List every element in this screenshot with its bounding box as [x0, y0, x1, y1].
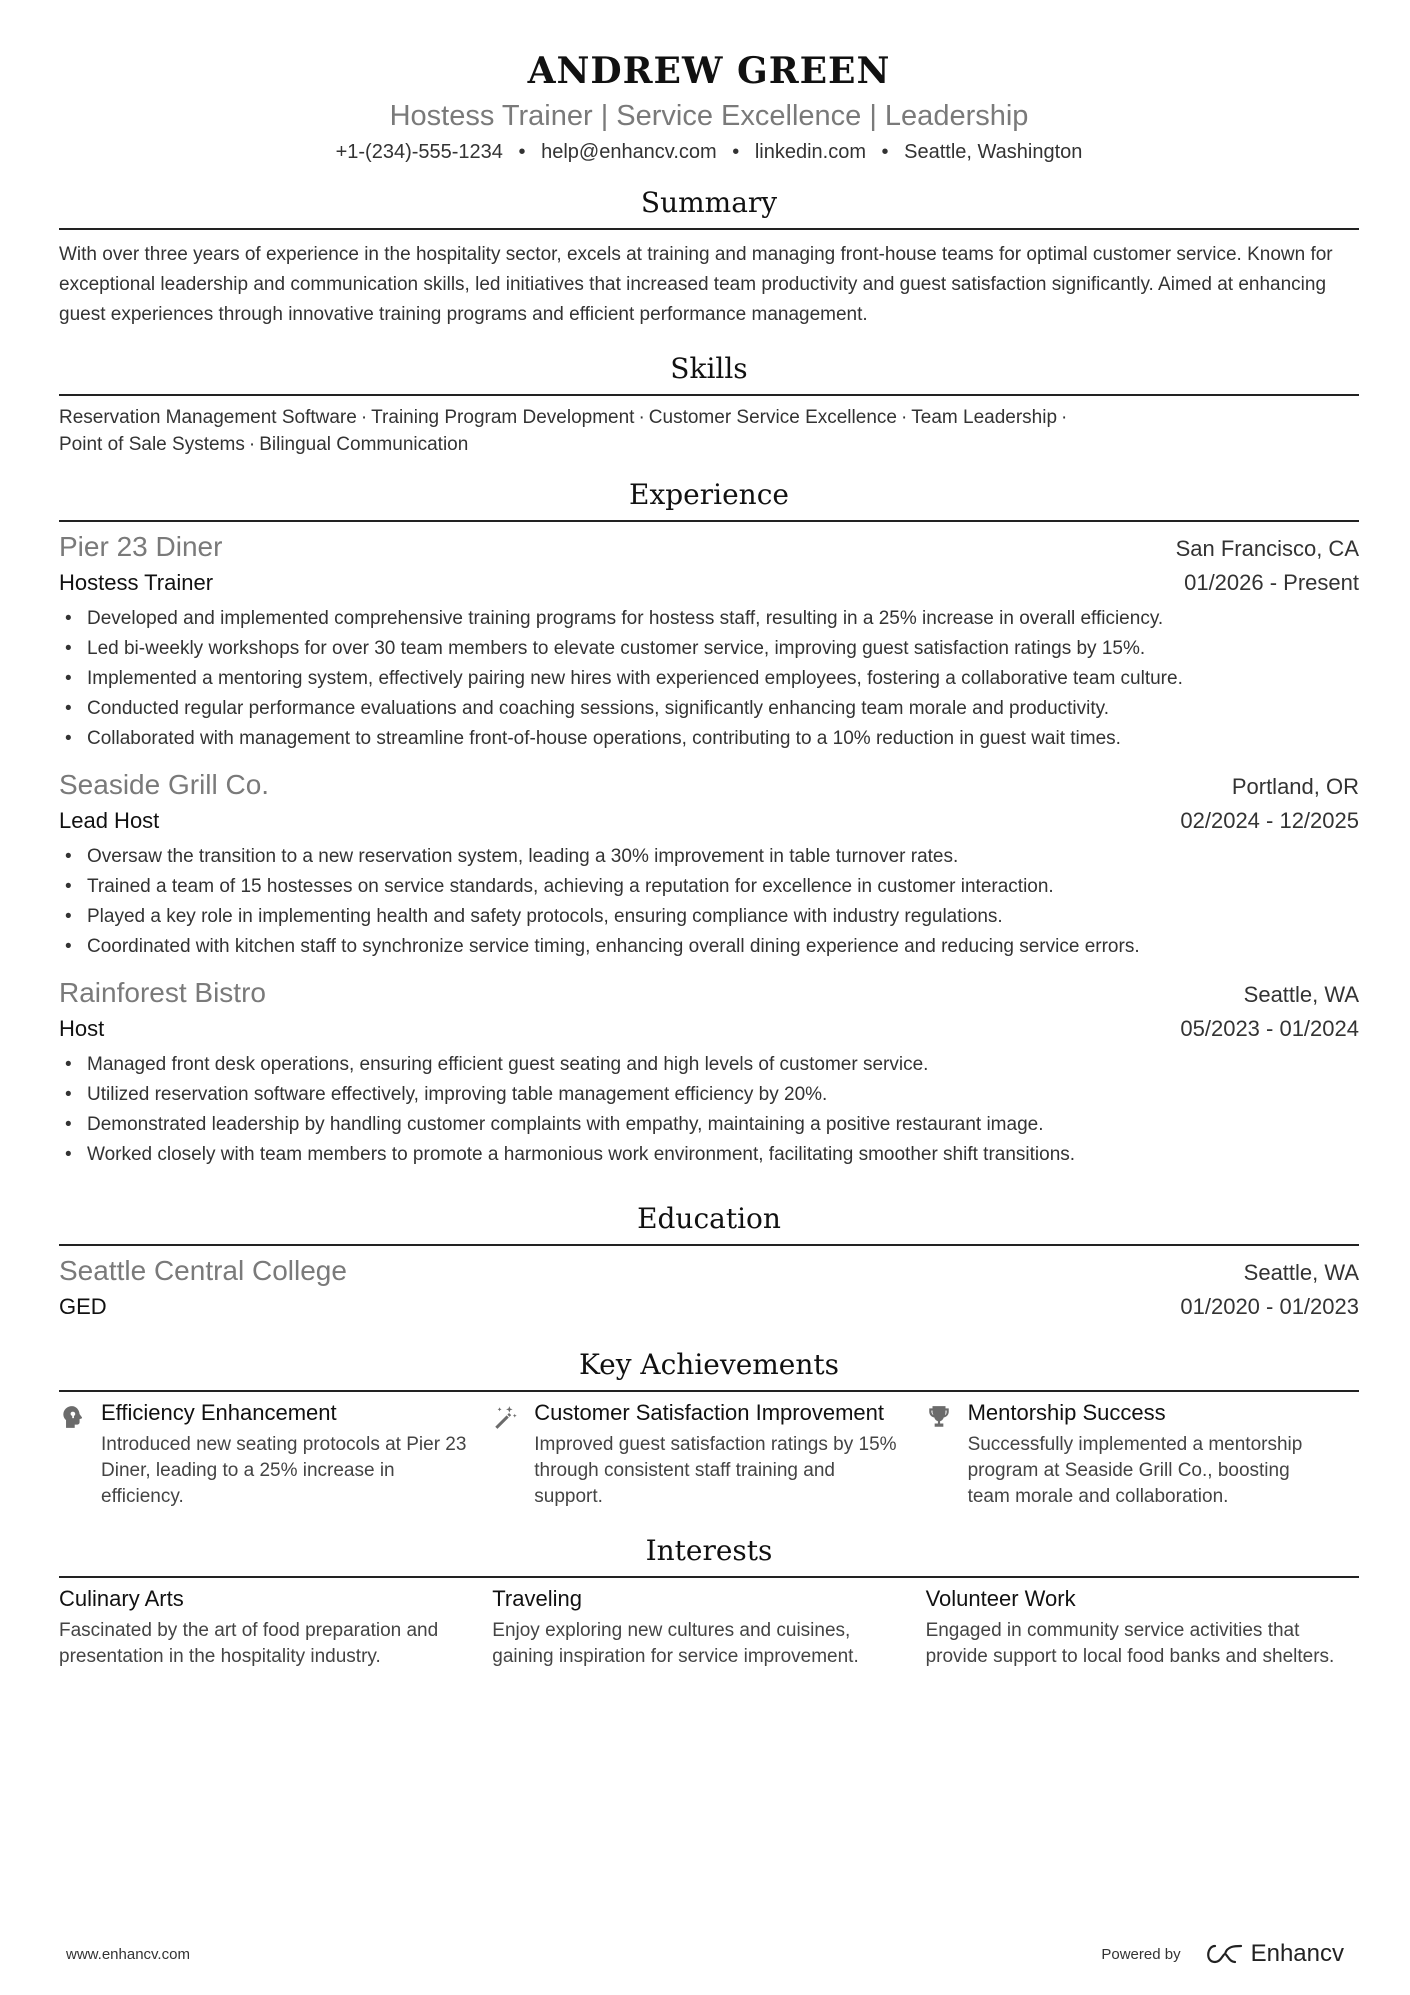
skill-item: Bilingual Communication	[259, 434, 469, 455]
interest-title: Volunteer Work	[925, 1586, 1076, 1611]
job-dates: 01/2026 - Present	[1184, 570, 1359, 595]
bullet-item: • Played a key role in implementing health and safety protocols, ensuring compliance with industry regulations.	[59, 902, 1359, 932]
job-title: Hostess Trainer	[59, 570, 214, 595]
achievement-title: Customer Satisfaction Improvement	[534, 1400, 884, 1425]
skill-separator: ·	[638, 407, 645, 428]
interest-description: Enjoy exploring new cultures and cuisines, gaining inspiration for service improvement.	[492, 1620, 859, 1667]
powered-by	[1101, 1940, 1344, 1968]
bullet-item: • Utilized reservation software effectively, improving table management efficiency by 20%.	[59, 1080, 1359, 1110]
magic-wand-icon	[492, 1398, 534, 1510]
skills-list	[59, 404, 1359, 458]
bullet-item: • Developed and implemented comprehensive training programs for hostess staff, resulting in a 25% increase in overall efficiency.	[59, 604, 1359, 634]
interest-title: Traveling	[492, 1586, 582, 1611]
job-location: Seattle, WA	[1243, 982, 1359, 1007]
skills-line	[59, 404, 1359, 431]
job-entry	[59, 766, 1359, 962]
interests-section	[59, 1532, 1359, 1670]
linkedin-link[interactable]: linkedin.com	[754, 141, 866, 163]
job-location: Portland, OR	[1231, 774, 1359, 799]
job-role-row	[59, 566, 1359, 600]
achievement-item	[492, 1398, 925, 1510]
interest-description: Engaged in community service activities that provide support to local food banks and shelters.	[925, 1620, 1335, 1667]
contact-line	[59, 138, 1359, 166]
interest-item	[59, 1584, 492, 1670]
company-name: Pier 23 Diner	[59, 531, 223, 562]
job-title: Host	[59, 1016, 105, 1041]
contact-separator: •	[881, 141, 889, 163]
enhancv-logo[interactable]	[1203, 1940, 1344, 1968]
section-title: Skills	[59, 350, 1359, 396]
job-header-row	[59, 974, 1359, 1012]
interest-item	[926, 1584, 1359, 1670]
summary-section	[59, 184, 1359, 330]
brain-icon	[59, 1398, 101, 1510]
job-entry	[59, 528, 1359, 754]
enhancv-logo-icon	[1203, 1943, 1243, 1965]
achievements-section	[59, 1346, 1359, 1510]
website-link[interactable]: www.enhancv.com	[66, 1945, 190, 1963]
bullet-item: • Led bi-weekly workshops for over 30 team members to elevate customer service, improving guest satisfaction ratings by 15%.	[59, 634, 1359, 664]
interest-item	[492, 1584, 925, 1670]
job-entry	[59, 974, 1359, 1170]
degree: GED	[59, 1294, 107, 1319]
section-title: Interests	[59, 1532, 1359, 1578]
page-footer	[66, 1940, 1344, 1968]
bullet-item: • Implemented a mentoring system, effectively pairing new hires with experienced employees, fostering a collaborative team culture.	[59, 664, 1359, 694]
job-bullets	[59, 842, 1359, 962]
section-title: Key Achievements	[59, 1346, 1359, 1392]
bullet-item: • Collaborated with management to streamline front-of-house operations, contributing to a 10% reduction in guest wait times.	[59, 724, 1359, 754]
education-dates: 01/2020 - 01/2023	[1180, 1294, 1359, 1319]
trophy-icon	[926, 1398, 968, 1510]
job-title: Lead Host	[59, 808, 160, 833]
skill-separator: ·	[248, 434, 256, 455]
skill-item: Reservation Management Software	[59, 407, 357, 428]
job-dates: 05/2023 - 01/2024	[1180, 1016, 1359, 1041]
job-location: San Francisco, CA	[1175, 536, 1359, 561]
achievements-grid	[59, 1398, 1359, 1510]
bullet-item: • Managed front desk operations, ensuring efficient guest seating and high levels of customer service.	[59, 1050, 1359, 1080]
interests-grid	[59, 1584, 1359, 1670]
bullet-item: • Demonstrated leadership by handling customer complaints with empathy, maintaining a positive restaurant image.	[59, 1110, 1359, 1140]
job-header-row	[59, 766, 1359, 804]
education-section	[59, 1200, 1359, 1324]
interest-description: Fascinated by the art of food preparation and presentation in the hospitality industry.	[59, 1620, 439, 1667]
interest-title: Culinary Arts	[59, 1586, 184, 1611]
skills-line	[59, 431, 1359, 458]
skill-separator: ·	[900, 407, 908, 428]
school-name: Seattle Central College	[59, 1255, 347, 1286]
bullet-item: • Oversaw the transition to a new reservation system, leading a 30% improvement in table turnover rates.	[59, 842, 1359, 872]
skill-item: Point of Sale Systems	[59, 434, 245, 455]
skill-separator: ·	[360, 407, 368, 428]
bullet-item: • Coordinated with kitchen staff to synchronize service timing, enhancing overall dining experience and reducing service errors.	[59, 932, 1359, 962]
job-role-row	[59, 804, 1359, 838]
education-degree-row	[59, 1290, 1359, 1324]
education-entry	[59, 1252, 1359, 1324]
achievement-item	[59, 1398, 492, 1510]
achievement-description: Successfully implemented a mentorship program at Seaside Grill Co., boosting team morale and collaboration.	[967, 1434, 1303, 1507]
education-header-row	[59, 1252, 1359, 1290]
skill-item: Training Program Development	[371, 407, 635, 428]
achievement-description: Improved guest satisfaction ratings by 15% through consistent staff training and support.	[534, 1434, 897, 1507]
experience-section	[59, 476, 1359, 1170]
contact-separator: •	[732, 141, 740, 163]
achievement-item	[926, 1398, 1359, 1510]
school-location: Seattle, WA	[1243, 1260, 1359, 1285]
candidate-headline: Hostess Trainer | Service Excellence | Leadership	[389, 100, 1029, 132]
enhancv-brand-text: Enhancv	[1250, 1940, 1344, 1967]
company-name: Seaside Grill Co.	[59, 769, 270, 800]
phone-number: +1-(234)-555-1234	[335, 141, 503, 163]
email-address[interactable]: help@enhancv.com	[541, 141, 717, 163]
location-text: Seattle, Washington	[904, 141, 1083, 163]
skills-section	[59, 350, 1359, 458]
job-bullets	[59, 1050, 1359, 1170]
company-name: Rainforest Bistro	[59, 977, 266, 1008]
candidate-name: ANDREW GREEN	[527, 50, 891, 92]
contact-separator: •	[518, 141, 526, 163]
section-title: Education	[59, 1200, 1359, 1246]
bullet-item: • Worked closely with team members to promote a harmonious work environment, facilitating smoother shift transitions.	[59, 1140, 1359, 1170]
achievement-title: Efficiency Enhancement	[101, 1400, 337, 1425]
resume-header	[59, 0, 1359, 166]
job-role-row	[59, 1012, 1359, 1046]
skill-separator: ·	[1061, 407, 1068, 428]
section-title: Summary	[59, 184, 1359, 230]
achievement-description: Introduced new seating protocols at Pier 23 Diner, leading to a 25% increase in efficiency.	[101, 1434, 467, 1507]
section-title: Experience	[59, 476, 1359, 522]
skill-item: Customer Service Excellence	[648, 407, 897, 428]
summary-text: With over three years of experience in the hospitality sector, excels at training and managing front-house teams for optimal customer service. Known for exceptional leadership and communication skills, led initiatives that increased team productivity and guest satisfaction significantly. Aimed at enhancing guest experiences through innovative training programs and efficient performance management.	[59, 244, 1333, 325]
bullet-item: • Trained a team of 15 hostesses on service standards, achieving a reputation for excellence in customer interaction.	[59, 872, 1359, 902]
resume-page	[59, 0, 1359, 1670]
job-bullets	[59, 604, 1359, 754]
bullet-item: • Conducted regular performance evaluations and coaching sessions, significantly enhancing team morale and productivity.	[59, 694, 1359, 724]
achievement-title: Mentorship Success	[967, 1400, 1166, 1425]
job-header-row	[59, 528, 1359, 566]
powered-by-label: Powered by	[1101, 1945, 1181, 1963]
skill-item: Team Leadership	[911, 407, 1058, 428]
job-dates: 02/2024 - 12/2025	[1180, 808, 1359, 833]
